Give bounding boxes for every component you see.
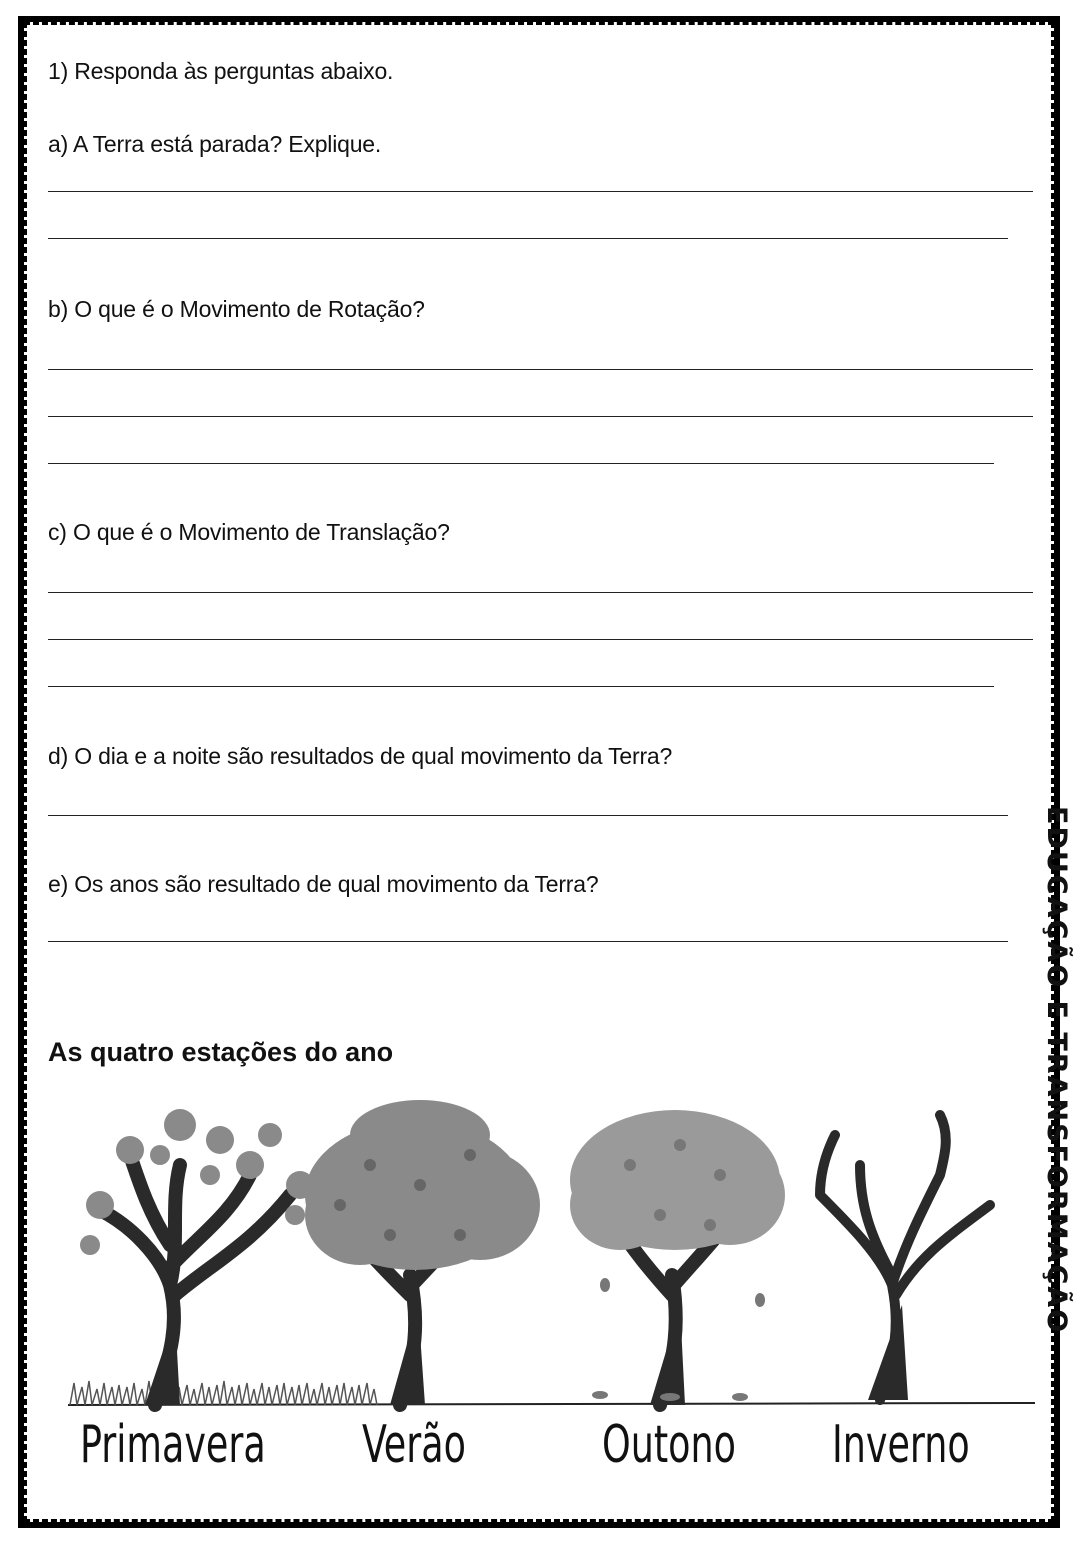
answer-line[interactable]: [48, 238, 1008, 239]
answer-line[interactable]: [48, 369, 1033, 370]
answer-line[interactable]: [48, 592, 1033, 593]
season-label-autumn: Outono: [602, 1415, 736, 1475]
answer-line[interactable]: [48, 941, 1008, 942]
answer-line[interactable]: [48, 639, 1033, 640]
tree-spring: [80, 1109, 314, 1405]
tree-autumn: [570, 1110, 785, 1405]
answer-line[interactable]: [48, 463, 994, 464]
season-label-summer: Verão: [362, 1415, 466, 1475]
answer-line[interactable]: [48, 815, 1008, 816]
question-a: a) A Terra está parada? Explique.: [48, 131, 382, 157]
seasons-illustration: [60, 1095, 1040, 1415]
tree-summer: [305, 1100, 540, 1405]
answer-line[interactable]: [48, 191, 1033, 192]
answer-line[interactable]: [48, 416, 1033, 417]
grass: [70, 1381, 377, 1405]
instruction-text: 1) Responda às perguntas abaixo.: [48, 58, 394, 84]
answer-line[interactable]: [48, 686, 994, 687]
question-e: e) Os anos são resultado de qual movimento da Terra?: [48, 871, 599, 897]
question-b: b) O que é o Movimento de Rotação?: [48, 296, 425, 322]
question-d: d) O dia e a noite são resultados de qual movimento da Terra?: [48, 743, 673, 769]
season-label-spring: Primavera: [80, 1415, 266, 1475]
side-brand-text: EDUCAÇÃO E TRANSFORMAÇÃO: [1041, 806, 1072, 1335]
season-label-winter: Inverno: [832, 1415, 970, 1475]
question-c: c) O que é o Movimento de Translação?: [48, 519, 450, 545]
section-title: As quatro estações do ano: [48, 1037, 394, 1067]
tree-winter: [820, 1115, 990, 1400]
